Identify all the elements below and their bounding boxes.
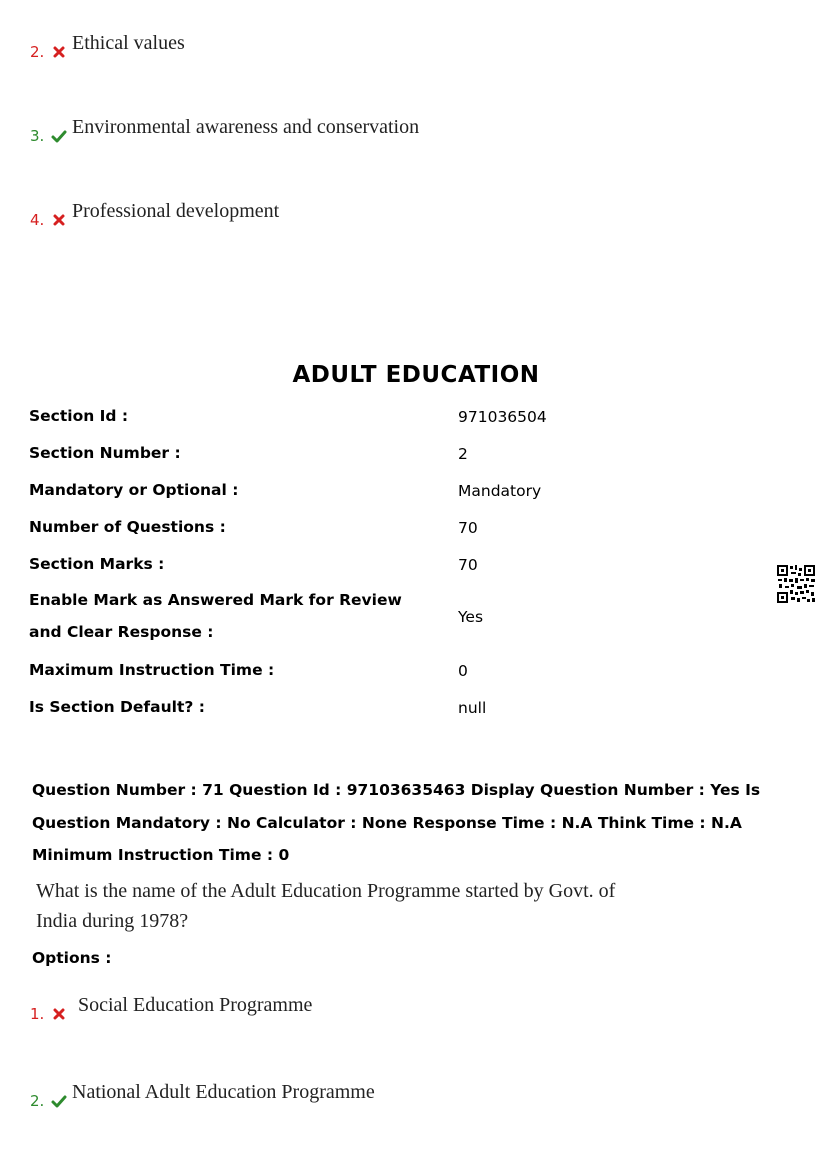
info-label: Enable Mark as Answered Mark for Review and Clear Response :: [29, 591, 402, 641]
info-value: 70: [458, 519, 478, 537]
info-label: Number of Questions :: [29, 518, 226, 536]
question-text-line: India during 1978?: [36, 910, 189, 932]
section-title: ADULT EDUCATION: [292, 362, 540, 388]
list-item: [30, 200, 280, 229]
option-number: 4.: [30, 211, 45, 229]
options-label: Options :: [32, 949, 112, 967]
question-text-line: What is the name of the Adult Education Programme started by Govt. of: [36, 880, 616, 902]
info-value: 70: [458, 556, 478, 574]
option-number: 3.: [30, 127, 45, 145]
info-value: Mandatory: [458, 482, 542, 500]
question-meta: Question Number : 71 Question Id : 97103635463 Display Question Number : Yes Is Question Mandatory : No Calculator : None Response Time : N.A Think Time : N.A Minimum Instruction Time : 0: [32, 781, 761, 864]
option-text: Environmental awareness and conservation: [72, 116, 420, 138]
info-label: Is Section Default? :: [29, 698, 205, 716]
list-item: [30, 32, 185, 61]
option-number: 1.: [30, 1005, 45, 1023]
info-value: 2: [458, 445, 468, 463]
info-value: 0: [458, 662, 468, 680]
list-item: [30, 1081, 375, 1110]
checkmark-icon: [50, 1092, 68, 1110]
question-text: [36, 876, 656, 936]
info-label: Section Number :: [29, 444, 181, 462]
info-label: Section Marks :: [29, 555, 165, 573]
checkmark-icon: [50, 127, 68, 145]
option-text: National Adult Education Programme: [72, 1081, 375, 1103]
info-label: Mandatory or Optional :: [29, 481, 239, 499]
option-number: 2.: [30, 1092, 45, 1110]
option-text: Social Education Programme: [78, 994, 313, 1016]
info-value: null: [458, 699, 487, 717]
option-text: Ethical values: [72, 32, 185, 54]
cross-icon: [50, 1005, 68, 1023]
option-text: Professional development: [72, 200, 280, 222]
info-label: Section Id :: [29, 407, 129, 425]
cross-icon: [50, 43, 68, 61]
info-value: 971036504: [458, 408, 547, 426]
list-item: [30, 994, 313, 1023]
option-number: 2.: [30, 43, 45, 61]
info-value: Yes: [458, 608, 484, 626]
list-item: [30, 116, 420, 145]
qr-code-icon: [776, 564, 816, 604]
cross-icon: [50, 211, 68, 229]
info-label: Maximum Instruction Time :: [29, 661, 275, 679]
